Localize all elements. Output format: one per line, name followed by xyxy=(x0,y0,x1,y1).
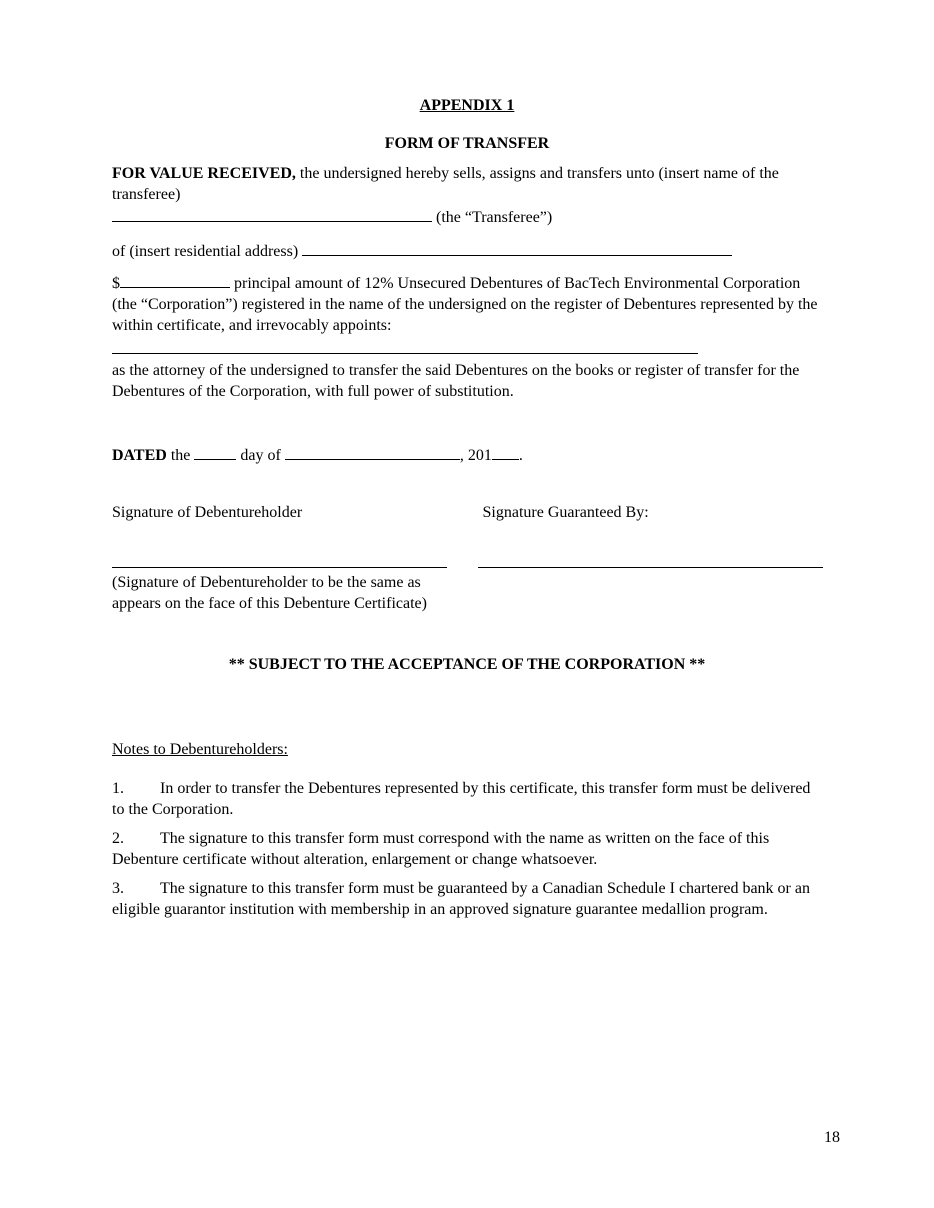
transferee-name-blank xyxy=(112,205,432,222)
acceptance-notice: ** SUBJECT TO THE ACCEPTANCE OF THE CORPORATION ** xyxy=(228,656,706,673)
page-number: 18 xyxy=(824,1129,840,1146)
note-item-2 xyxy=(112,828,822,870)
note-number: 3. xyxy=(112,880,124,897)
signature-lines-row xyxy=(112,567,822,614)
note-number: 2. xyxy=(112,830,124,847)
note-text: The signature to this transfer form must correspond with the name as written on the face of this Debenture certificate without alteration, enlargement or change whatsoever. xyxy=(112,830,770,868)
signature-right-column xyxy=(478,567,823,614)
principal-amount-blank xyxy=(120,271,230,288)
note-number: 1. xyxy=(112,780,124,797)
attorney-paragraph: as the attorney of the undersigned to transfer the said Debentures on the books or register of transfer for the Debentures of the Corporation, with full power of substitution. xyxy=(112,362,800,400)
address-blank xyxy=(302,239,732,256)
dated-day-of: day of xyxy=(240,447,281,464)
dated-line xyxy=(112,443,822,466)
month-blank xyxy=(285,443,460,460)
day-blank xyxy=(194,443,236,460)
signature-left-column xyxy=(112,567,447,614)
notes-heading: Notes to Debentureholders: xyxy=(112,741,288,758)
note-text: The signature to this transfer form must be guaranteed by a Canadian Schedule I chartered bank or an eligible guarantor institution with membership in an approved signature guarantee medallion program. xyxy=(112,880,810,918)
note-item-3 xyxy=(112,878,822,920)
dated-year-prefix: , 201 xyxy=(459,447,492,464)
dated-period: . xyxy=(518,447,523,464)
signature-caption: (Signature of Debentureholder to be the same as appears on the face of this Debenture Certificate) xyxy=(112,574,427,612)
signature-right-label: Signature Guaranteed By: xyxy=(482,504,649,521)
note-text: In order to transfer the Debentures represented by this certificate, this transfer form must be delivered to the Corporation. xyxy=(112,780,811,818)
for-value-received-lead: FOR VALUE RECEIVED, xyxy=(112,165,296,182)
intro-text: the undersigned hereby sells, assigns and transfers unto (insert name of the transferee) xyxy=(112,165,779,203)
address-line xyxy=(112,239,822,262)
signature-left-label: Signature of Debentureholder xyxy=(112,504,303,521)
year-blank xyxy=(492,443,519,460)
dated-the: the xyxy=(170,447,191,464)
principal-text: principal amount of 12% Unsecured Debentures of BacTech Environmental Corporation (the “Corporation”) registered in the name of the undersigned on the register of Debentures represented by the within certificate, and irrevocably appoints: xyxy=(112,275,818,334)
intro-paragraph xyxy=(112,163,822,228)
attorney-name-row xyxy=(112,337,822,360)
dollar-sign: $ xyxy=(112,275,120,292)
note-item-1 xyxy=(112,778,822,820)
debentureholder-signature-line xyxy=(112,567,447,568)
appendix-title: APPENDIX 1 xyxy=(419,97,515,114)
guarantor-signature-line xyxy=(478,567,823,568)
address-label: of (insert residential address) xyxy=(112,243,299,260)
attorney-name-blank xyxy=(112,337,698,354)
transferee-suffix: (the “Transferee”) xyxy=(436,209,553,226)
dated-label: DATED xyxy=(112,447,167,464)
signature-labels-row xyxy=(112,502,822,523)
principal-paragraph xyxy=(112,271,822,336)
form-title: FORM OF TRANSFER xyxy=(384,135,550,152)
